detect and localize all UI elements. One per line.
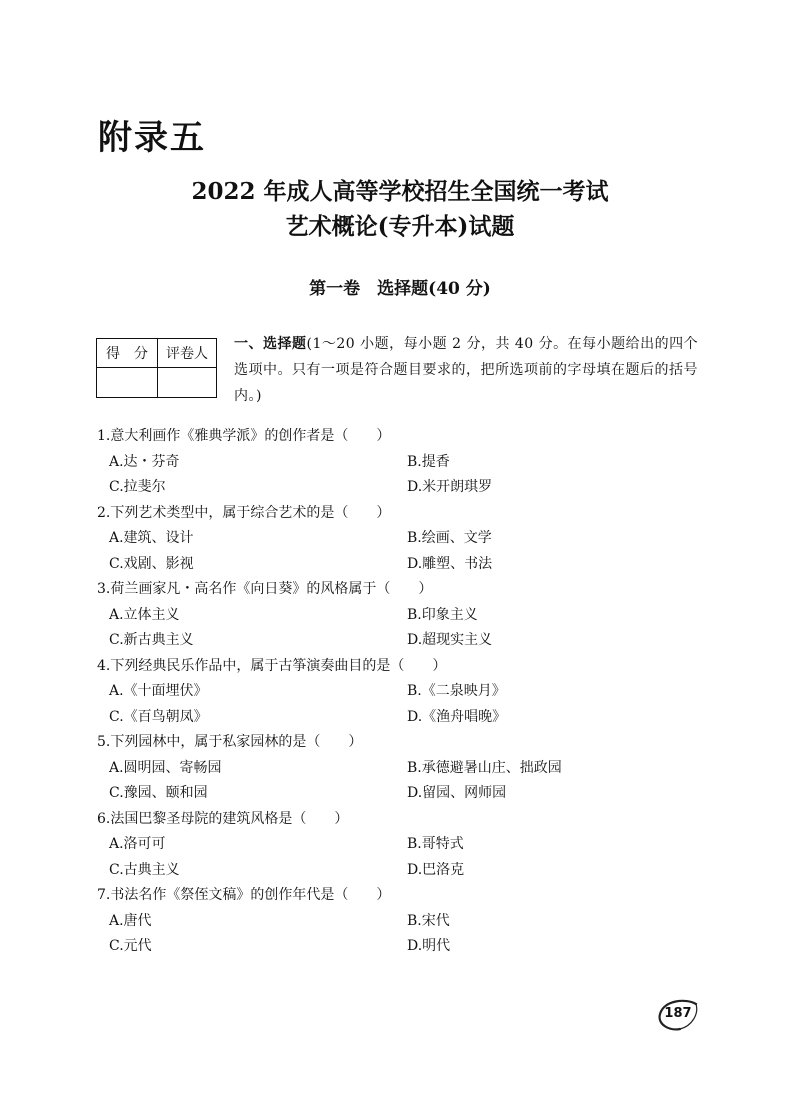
question-options bbox=[97, 679, 717, 730]
question-item bbox=[97, 730, 717, 807]
question-options bbox=[97, 909, 717, 960]
option-c: C.元代 bbox=[109, 938, 152, 954]
score-cell bbox=[97, 368, 158, 398]
question-options bbox=[97, 603, 717, 654]
question-options bbox=[97, 526, 717, 577]
option-d: D.巴洛克 bbox=[407, 861, 465, 878]
option-b: B.哥特式 bbox=[407, 836, 464, 852]
option-c: C.《百鸟朝凤》 bbox=[109, 708, 208, 725]
exam-title-line1: 2022 年成人高等学校招生全国统一考试 bbox=[191, 178, 609, 205]
question-options bbox=[97, 450, 717, 501]
option-a: A.圆明园、寄畅园 bbox=[109, 759, 222, 776]
option-b: B.提香 bbox=[407, 453, 450, 470]
option-d: D.超现实主义 bbox=[407, 632, 493, 648]
option-d: D.留园、网师园 bbox=[407, 785, 507, 801]
option-d: D.明代 bbox=[407, 938, 451, 954]
appendix-heading: 附录五 bbox=[98, 118, 206, 158]
option-a: A.建筑、设计 bbox=[109, 530, 194, 546]
page-number: 187 bbox=[664, 1006, 692, 1021]
question-options bbox=[97, 832, 717, 883]
option-c: C.豫园、颐和园 bbox=[109, 785, 208, 801]
option-c: C.戏剧、影视 bbox=[109, 555, 194, 572]
option-b: B.承德避暑山庄、拙政园 bbox=[407, 759, 562, 776]
question-item bbox=[97, 883, 717, 960]
option-b: B.《二泉映月》 bbox=[407, 683, 506, 699]
question-item bbox=[97, 654, 717, 731]
question-item bbox=[97, 501, 717, 578]
option-b: B.绘画、文学 bbox=[407, 530, 492, 546]
question-stem: 2.下列艺术类型中，属于综合艺术的是（ ） bbox=[97, 504, 391, 521]
page-number-badge bbox=[656, 998, 700, 1034]
option-c: C.古典主义 bbox=[109, 861, 180, 878]
option-a: A.立体主义 bbox=[109, 606, 180, 623]
question-stem: 5.下列园林中，属于私家园林的是（ ） bbox=[97, 734, 363, 750]
grader-column-label: 评卷人 bbox=[158, 339, 217, 368]
option-a: A.达・芬奇 bbox=[109, 453, 180, 470]
instructions-lead: 一、选择题 bbox=[234, 336, 307, 352]
question-stem: 7.书法名作《祭侄文稿》的创作年代是（ ） bbox=[97, 887, 391, 903]
question-item bbox=[97, 577, 717, 654]
question-stem: 1.意大利画作《雅典学派》的创作者是（ ） bbox=[97, 428, 391, 444]
exam-title-line2: 艺术概论(专升本)试题 bbox=[285, 213, 515, 240]
section-heading: 第一卷 选择题(40 分) bbox=[309, 279, 491, 299]
question-stem: 3.荷兰画家凡・高名作《向日葵》的风格属于（ ） bbox=[97, 581, 433, 597]
option-d: D.《渔舟唱晚》 bbox=[407, 708, 507, 725]
question-list bbox=[97, 424, 717, 960]
question-item bbox=[97, 807, 717, 884]
option-d: D.雕塑、书法 bbox=[407, 555, 493, 572]
score-table bbox=[96, 338, 217, 398]
question-stem: 6.法国巴黎圣母院的建筑风格是（ ） bbox=[97, 810, 349, 827]
question-options bbox=[97, 756, 717, 807]
option-a: A.《十面埋伏》 bbox=[109, 683, 208, 699]
question-stem: 4.下列经典民乐作品中，属于古筝演奏曲目的是（ ） bbox=[97, 657, 447, 674]
instructions-text: (1～20 小题，每小题 2 分，共 40 分。在每小题给出的四个选项中。只有一项是符合题目要求的，把所选项前的字母填在题后的括号内。) bbox=[234, 336, 699, 404]
option-a: A.洛可可 bbox=[109, 836, 166, 852]
option-c: C.拉斐尔 bbox=[109, 479, 166, 495]
score-column-label: 得 分 bbox=[97, 339, 158, 368]
option-b: B.宋代 bbox=[407, 912, 450, 929]
option-c: C.新古典主义 bbox=[109, 632, 194, 648]
grader-cell bbox=[158, 368, 217, 398]
option-d: D.米开朗琪罗 bbox=[407, 479, 493, 495]
option-b: B.印象主义 bbox=[407, 606, 478, 623]
section-instructions bbox=[234, 331, 704, 409]
question-item bbox=[97, 424, 717, 501]
option-a: A.唐代 bbox=[109, 912, 152, 929]
